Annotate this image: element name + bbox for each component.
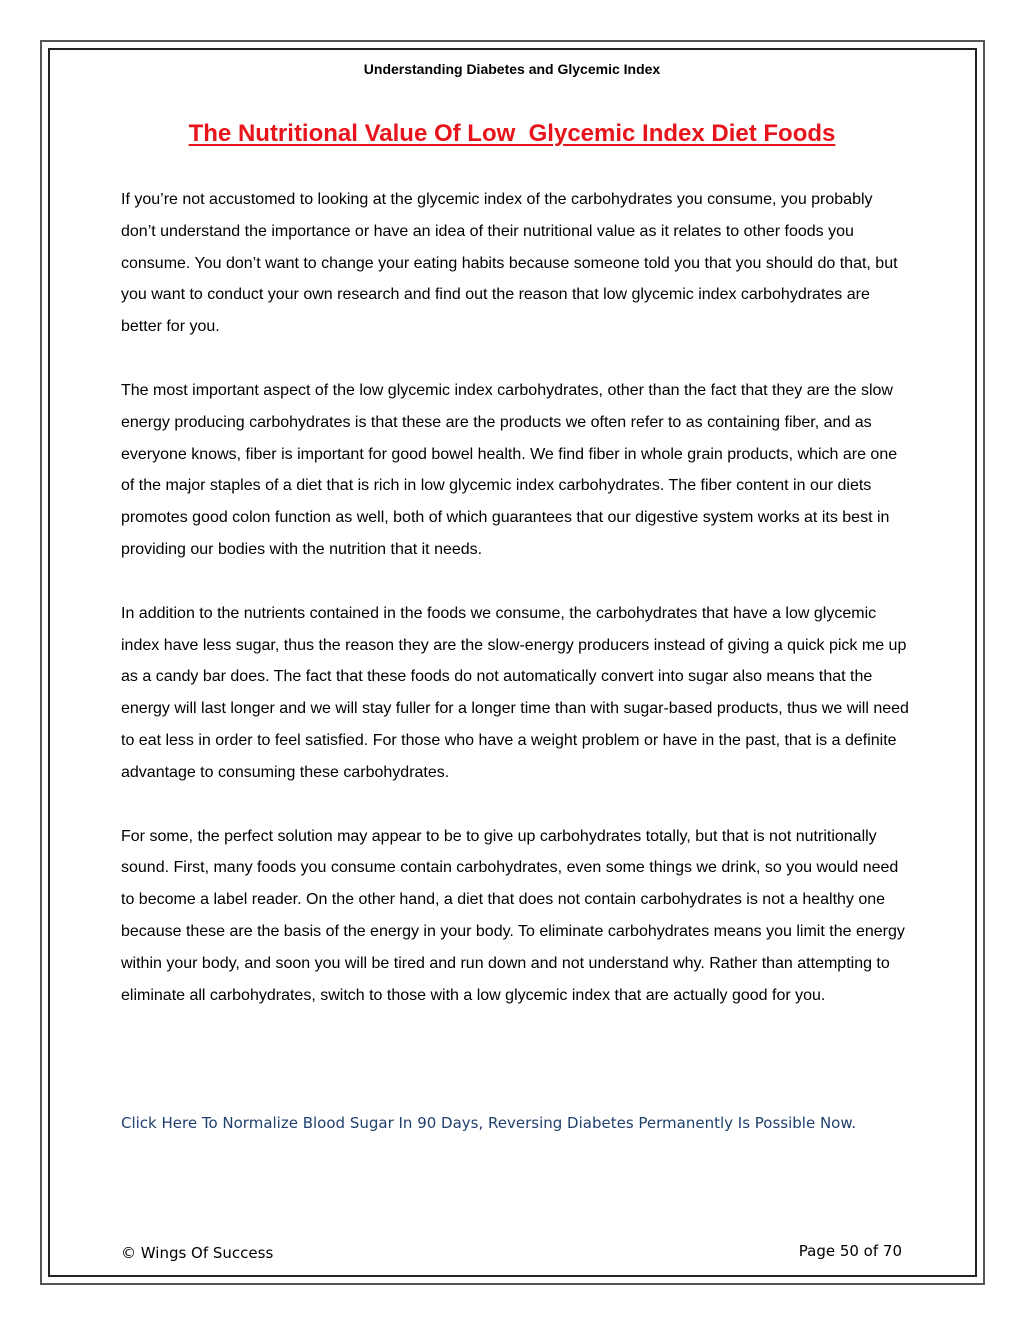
running-header: Understanding Diabetes and Glycemic Index: [363, 61, 661, 77]
paragraph-2: The most important aspect of the low glycemic index carbohydrates, other than the fact that they are the slow energy producing carbohydrates is that these are the products we often refer to as containing fiber, and as everyone knows, fiber is important for good bowel health. We find fiber in whole grain products, which are one of the major staples of a diet that is rich in low glycemic index carbohydrates. The fiber content in our diets promotes good colon function as well, both of which guarantees that our digestive system works at its best in providing our bodies with the nutrition that it needs.: [121, 381, 898, 558]
article-title: The Nutritional Value Of Low Glycemic Index Diet Foods: [188, 120, 836, 147]
paragraph-1: If you’re not accustomed to looking at the glycemic index of the carbohydrates you consume, you probably don’t understand the importance or have an idea of their nutritional value as it relates to other foods you consume. You don’t want to change your eating habits because someone told you that you should do that, but you want to conduct your own research and find out the reason that low glycemic index carbohydrates are better for you.: [121, 191, 898, 336]
paragraph-3: In addition to the nutrients contained in the foods we consume, the carbohydrates that have a low glycemic index have less sugar, thus the reason they are the slow-energy producers instead of giving a quick pick me up as a candy bar does. The fact that these foods do not automatically convert into sugar also means that the energy will last longer and we will stay fuller for a longer time than with sugar-based products, thus we will need to eat less in order to feel satisfied. For those who have a weight problem or have in the past, that is a definite advantage to consuming these carbohydrates.: [121, 604, 909, 781]
article-body: [121, 184, 911, 1043]
promo-link[interactable]: Click Here To Normalize Blood Sugar In 90 Days, Reversing Diabetes Permanently Is Possible Now.: [121, 1114, 857, 1132]
footer-copyright: © Wings Of Success: [121, 1244, 274, 1262]
paragraph-4: For some, the perfect solution may appear to be to give up carbohydrates totally, but that is not nutritionally sound. First, many foods you consume contain carbohydrates, even some things we drink, so you would need to become a label reader. On the other hand, a diet that does not contain carbohydrates is not a healthy one because these are the basis of the energy in your body. To eliminate carbohydrates means you limit the energy within your body, and soon you will be tired and run down and not understand why. Rather than attempting to eliminate all carbohydrates, switch to those with a low glycemic index that are actually good for you.: [121, 827, 905, 1004]
footer-page-number: Page 50 of 70: [798, 1242, 902, 1260]
